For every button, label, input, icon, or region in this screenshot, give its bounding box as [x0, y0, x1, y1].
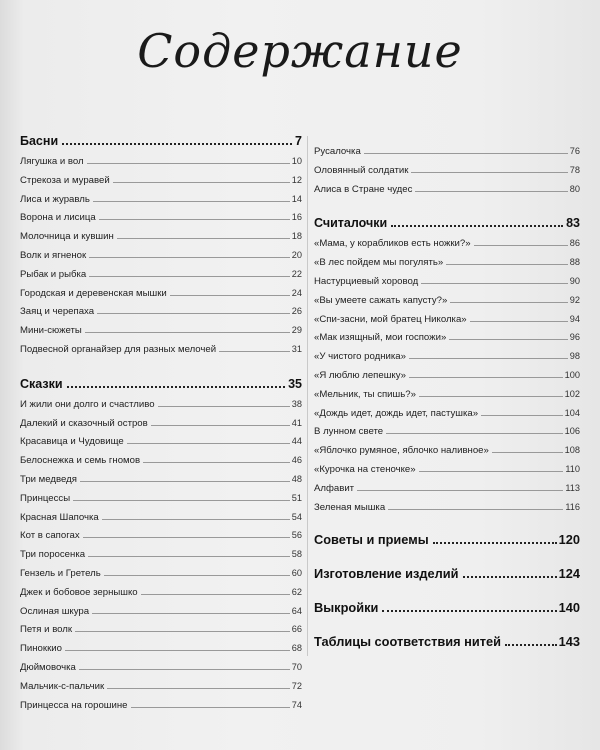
section-title: Советы и приемы [314, 532, 429, 548]
entry-page: 96 [569, 332, 580, 343]
leader-dots [219, 351, 290, 352]
toc-entry[interactable] [20, 643, 302, 662]
entry-title: «Яблочко румяное, яблочко наливное» [314, 445, 489, 457]
entry-page: 86 [569, 238, 580, 249]
section-page: 83 [566, 216, 580, 231]
entry-page: 18 [291, 231, 302, 242]
leader-dots [131, 707, 290, 708]
entry-title: Волк и ягненок [20, 249, 87, 261]
leader-dots [67, 386, 286, 388]
toc-entry[interactable] [20, 212, 302, 231]
toc-entry[interactable] [20, 306, 302, 325]
section-heading[interactable] [20, 134, 302, 156]
entry-title: Дюймовочка [20, 661, 76, 673]
section-page: 120 [558, 532, 580, 548]
entry-page: 113 [565, 482, 580, 493]
entry-page: 70 [291, 661, 302, 672]
entry-page: 80 [569, 183, 580, 194]
section-heading[interactable] [314, 634, 580, 668]
leader-dots [357, 490, 563, 491]
section-page: 7 [295, 134, 302, 148]
entry-page: 29 [291, 325, 302, 336]
leader-dots [474, 245, 568, 246]
section-title: Басни [20, 134, 59, 148]
entry-title: Русалочка [314, 146, 361, 157]
section-page: 140 [558, 600, 580, 616]
leader-dots [117, 238, 290, 239]
entry-title: Зеленая мышка [314, 501, 386, 513]
leader-dots [449, 339, 567, 340]
toc-entry[interactable] [314, 332, 580, 351]
toc-entry[interactable] [314, 257, 580, 276]
leader-dots [107, 688, 290, 689]
entry-page: 31 [291, 343, 302, 354]
leader-dots [92, 613, 290, 614]
toc-entry[interactable] [314, 295, 580, 314]
leader-dots [85, 332, 290, 333]
entry-page: 92 [569, 294, 580, 305]
entry-title: В лунном свете [314, 426, 384, 438]
leader-dots [65, 650, 290, 651]
entry-title: Лягушка и вол [20, 156, 84, 167]
toc-entry[interactable] [314, 370, 580, 389]
entry-title: «Дождь идет, дождь идет, пастушка» [314, 407, 479, 419]
toc-entry[interactable] [314, 314, 580, 333]
leader-dots [83, 537, 290, 538]
section-title: Считалочки [314, 216, 388, 231]
leader-dots [433, 542, 557, 544]
left-column [20, 134, 302, 718]
entry-page: 58 [291, 549, 302, 560]
leader-dots [170, 295, 290, 296]
toc-entry[interactable] [20, 399, 302, 418]
skazki-list [20, 399, 302, 719]
page-title: Содержание [137, 24, 463, 78]
entry-title: Петя и волк [20, 624, 73, 636]
column-divider [307, 136, 308, 656]
toc-entry[interactable] [20, 606, 302, 625]
toc-entry[interactable] [20, 624, 302, 643]
entry-title: Лиса и журавль [20, 193, 90, 205]
entry-page: 100 [564, 369, 580, 380]
leader-dots [93, 201, 290, 202]
toc-entry[interactable] [20, 587, 302, 606]
leader-dots [151, 425, 290, 426]
entry-title: Красная Шапочка [20, 511, 99, 523]
leader-dots [127, 443, 290, 444]
entry-title: «Мельник, ты спишь?» [314, 388, 416, 400]
toc-entry[interactable] [20, 175, 302, 194]
toc-entry[interactable] [20, 194, 302, 213]
entry-page: 74 [291, 699, 302, 710]
leader-dots [143, 462, 290, 463]
entry-title: Оловянный солдатик [314, 164, 409, 176]
toc-entry[interactable] [20, 455, 302, 474]
entry-title: «Мама, у корабликов есть ножки?» [314, 238, 471, 250]
toc-entry[interactable] [314, 184, 580, 203]
entry-title: Белоснежка и семь гномов [20, 455, 141, 467]
leader-dots [411, 172, 567, 173]
entry-page: 12 [291, 174, 302, 185]
entry-page: 24 [291, 287, 302, 298]
entry-page: 26 [291, 306, 302, 317]
toc-entry[interactable] [20, 436, 302, 455]
toc-entry[interactable] [20, 344, 302, 363]
entry-page: 106 [564, 426, 580, 437]
section-heading[interactable] [314, 216, 580, 238]
entry-title: Красавица и Чудовище [20, 436, 124, 448]
entry-title: Молочница и кувшин [20, 231, 114, 243]
entry-page: 116 [565, 501, 580, 512]
right-column [314, 146, 580, 668]
entry-title: Алиса в Стране чудес [314, 183, 413, 195]
entry-page: 41 [291, 417, 302, 428]
entry-title: Заяц и черепаха [20, 306, 95, 318]
toc-entry[interactable] [314, 445, 580, 464]
toc-entry[interactable] [20, 288, 302, 307]
entry-title: Принцессы [20, 492, 71, 504]
toc-entry[interactable] [314, 165, 580, 184]
toc-entry[interactable] [314, 238, 580, 257]
leader-dots [102, 519, 290, 520]
entry-title: «Спи-засни, мой братец Николка» [314, 313, 467, 325]
entry-title: Городская и деревенская мышки [20, 287, 167, 299]
entry-title: Ослиная шкура [20, 605, 90, 617]
entry-title: Далекий и сказочный остров [20, 417, 148, 429]
leader-dots [88, 556, 290, 557]
toc-entry[interactable] [20, 250, 302, 269]
entry-page: 110 [565, 463, 580, 474]
entry-page: 38 [291, 398, 302, 409]
leader-dots [87, 163, 290, 164]
toc-entry[interactable] [20, 493, 302, 512]
leader-dots [505, 644, 557, 646]
section-title: Выкройки [314, 600, 379, 616]
entry-title: Три поросенка [20, 549, 86, 561]
leader-dots [415, 191, 567, 192]
toc-entry[interactable] [20, 418, 302, 437]
entry-page: 90 [569, 275, 580, 286]
entry-page: 68 [291, 643, 302, 654]
leader-dots [382, 610, 556, 612]
section-heading[interactable] [314, 532, 580, 566]
toc-entry[interactable] [20, 700, 302, 719]
entry-page: 78 [569, 164, 580, 175]
section-title: Изготовление изделий [314, 566, 459, 582]
leader-dots [446, 264, 568, 265]
leader-dots [364, 153, 568, 154]
entry-page: 20 [291, 249, 302, 260]
entry-page: 94 [569, 313, 580, 324]
entry-title: Кот в сапогах [20, 530, 80, 542]
entry-title: Джек и бобовое зернышко [20, 586, 138, 598]
basni-list [20, 156, 302, 363]
entry-title: Стрекоза и муравей [20, 174, 110, 186]
toc-entry[interactable] [20, 325, 302, 344]
leader-dots [99, 219, 290, 220]
toc-entry[interactable] [314, 464, 580, 483]
toc-entry[interactable] [20, 662, 302, 681]
leader-dots [158, 406, 290, 407]
entry-title: «Вы умеете сажать капусту?» [314, 294, 448, 306]
toc-entry[interactable] [314, 502, 580, 521]
entry-title: «У чистого родника» [314, 351, 406, 363]
entry-page: 66 [291, 624, 302, 635]
entry-title: Мини-сюжеты [20, 325, 82, 337]
toc-entry[interactable] [314, 426, 580, 445]
entry-page: 108 [564, 445, 580, 456]
toc-entry[interactable] [20, 231, 302, 250]
leader-dots [104, 575, 290, 576]
toc-entry[interactable] [314, 408, 580, 427]
entry-page: 46 [291, 455, 302, 466]
leader-dots [391, 225, 563, 227]
leader-dots [450, 302, 567, 303]
entry-title: Рыбак и рыбка [20, 268, 87, 280]
schitalochki-list [314, 238, 580, 520]
entry-page: 62 [291, 586, 302, 597]
entry-title: Пиноккио [20, 643, 62, 655]
entry-title: Гензель и Гретель [20, 567, 101, 579]
section-heading[interactable] [314, 566, 580, 600]
section-title: Таблицы соответствия нитей [314, 634, 501, 650]
toc-entry[interactable] [314, 276, 580, 295]
entry-title: Подвесной органайзер для разных мелочей [20, 343, 217, 355]
section-title: Сказки [20, 376, 63, 391]
leader-dots [419, 471, 564, 472]
leader-dots [62, 143, 292, 145]
toc-entry[interactable] [20, 568, 302, 587]
toc-entry[interactable] [20, 156, 302, 175]
leader-dots [481, 415, 563, 416]
entry-page: 102 [564, 388, 580, 399]
leader-dots [113, 182, 290, 183]
entry-page: 64 [291, 605, 302, 616]
entry-page: 54 [291, 511, 302, 522]
entry-title: «В лес пойдем мы погулять» [314, 257, 444, 269]
leader-dots [463, 576, 557, 578]
entry-page: 10 [291, 156, 302, 166]
entry-title: Алфавит [314, 482, 355, 494]
leader-dots [409, 358, 568, 359]
toc-entry[interactable] [314, 351, 580, 370]
leader-dots [470, 321, 568, 322]
entry-page: 22 [291, 268, 302, 279]
entry-title: Ворона и лисица [20, 212, 96, 224]
entry-title: Настурциевый хоровод [314, 275, 419, 287]
toc-entry[interactable] [20, 474, 302, 493]
toc-entry[interactable] [314, 483, 580, 502]
entry-title: Принцесса на горошине [20, 699, 128, 711]
entry-page: 51 [291, 492, 302, 503]
entry-page: 44 [291, 436, 302, 447]
toc-entry[interactable] [314, 146, 580, 165]
toc-entry[interactable] [314, 389, 580, 408]
entry-title: «Мак изящный, мои госпожи» [314, 332, 447, 344]
leader-dots [388, 509, 563, 510]
toc-entry[interactable] [20, 530, 302, 549]
leader-dots [75, 631, 290, 632]
section-page: 35 [288, 376, 302, 391]
entry-title: «Я люблю лепешку» [314, 369, 406, 381]
leader-dots [89, 276, 290, 277]
entry-title: Три медведя [20, 473, 77, 485]
entry-page: 72 [291, 680, 302, 691]
entry-page: 16 [291, 212, 302, 223]
toc-entry[interactable] [20, 269, 302, 288]
leader-dots [141, 594, 290, 595]
entry-page: 60 [291, 567, 302, 578]
section-heading[interactable] [20, 377, 302, 399]
entry-page: 104 [564, 407, 580, 418]
toc-entry[interactable] [20, 512, 302, 531]
entry-page: 76 [569, 146, 580, 156]
leader-dots [73, 500, 290, 501]
section-page: 143 [558, 634, 580, 650]
entry-page: 48 [291, 473, 302, 484]
leader-dots [79, 669, 290, 670]
leader-dots [97, 313, 290, 314]
entry-page: 14 [291, 193, 302, 204]
entry-title: И жили они долго и счастливо [20, 398, 155, 410]
entry-page: 88 [569, 257, 580, 268]
tail-sections [314, 532, 580, 668]
leader-dots [492, 452, 563, 453]
entry-page: 98 [569, 351, 580, 362]
entry-page: 56 [291, 530, 302, 541]
toc-entry[interactable] [20, 681, 302, 700]
leader-dots [421, 283, 568, 284]
entry-title: «Курочка на стеночке» [314, 463, 416, 475]
section-page: 124 [558, 566, 580, 582]
leader-dots [409, 377, 563, 378]
leader-dots [419, 396, 563, 397]
leader-dots [80, 481, 290, 482]
skazki-continued-list [314, 146, 580, 202]
toc-entry[interactable] [20, 549, 302, 568]
leader-dots [386, 433, 563, 434]
entry-title: Мальчик-с-пальчик [20, 680, 105, 692]
leader-dots [89, 257, 290, 258]
section-heading[interactable] [314, 600, 580, 634]
